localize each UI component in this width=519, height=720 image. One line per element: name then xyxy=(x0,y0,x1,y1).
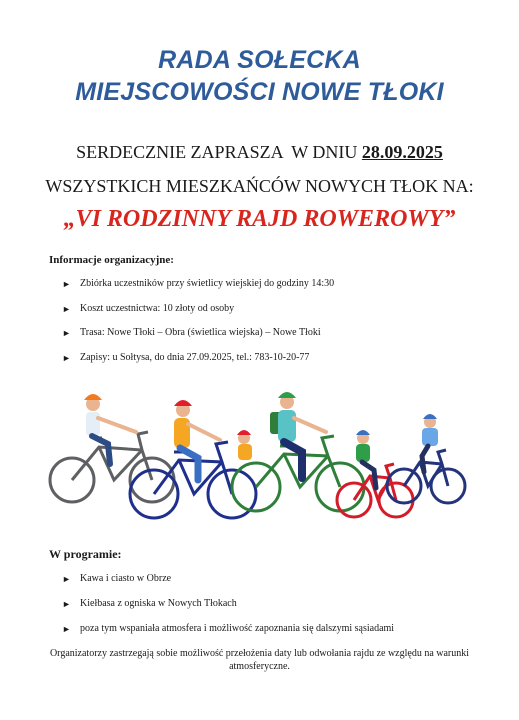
info-item-text: Trasa: Nowe Tłoki – Obra (świetlica wiejska) – Nowe Tłoki xyxy=(80,327,321,338)
info-item-text: Zbiórka uczestników przy świetlicy wiejskiej do godziny 14:30 xyxy=(80,278,335,289)
program-item-text: Kiełbasa z ogniska w Nowych Tłokach xyxy=(80,598,237,609)
program-list xyxy=(60,572,394,647)
program-item-text: Kawa i ciasto w Obrze xyxy=(80,573,172,584)
invite-line-1 xyxy=(0,142,519,163)
list-item xyxy=(60,302,334,327)
bullet-icon: ► xyxy=(62,624,71,634)
event-title: „VI RODZINNY RAJD ROWEROWY” xyxy=(63,206,456,232)
list-item xyxy=(60,277,334,302)
list-item xyxy=(60,622,394,647)
navy-bike xyxy=(387,450,465,503)
rider-man-green xyxy=(270,392,326,478)
program-item-text: poza tym wspaniała atmosfera i możliwość zapoznania się dalszymi sąsiadami xyxy=(80,623,395,634)
list-item xyxy=(60,351,334,376)
event-date: 28.09.2025 xyxy=(361,142,443,162)
organizers-note: Organizatorzy zastrzegają sobie możliwość przełożenia daty lub odwołania rajdu ze względu na warunki atmosferyczne. xyxy=(49,648,470,672)
info-heading: Informacje organizacyjne: xyxy=(49,254,174,266)
list-item xyxy=(60,572,394,597)
bullet-icon: ► xyxy=(62,328,71,338)
list-item xyxy=(60,326,334,351)
info-item-text: Zapisy: u Sołtysa, do dnia 27.09.2025, tel.: 783-10-20-77 xyxy=(80,351,310,363)
header-line-2: MIEJSCOWOŚCI NOWE TŁOKI xyxy=(75,78,444,106)
info-item-text: Koszt uczestnictwa: 10 złoty od osoby xyxy=(80,302,235,314)
bullet-icon: ► xyxy=(62,303,71,314)
rider-child-seat xyxy=(237,430,252,460)
family-cyclists-illustration xyxy=(44,382,474,527)
bullet-icon: ► xyxy=(62,574,71,584)
header-line-1: RADA SOŁECKA xyxy=(158,46,361,74)
info-list xyxy=(60,277,334,375)
bullet-icon: ► xyxy=(62,599,71,609)
bullet-icon: ► xyxy=(62,279,71,289)
invite-prefix: SERDECZNIE ZAPRASZA W DNIU xyxy=(76,142,362,162)
bullet-icon: ► xyxy=(62,352,71,363)
program-heading: W programie: xyxy=(49,547,122,561)
list-item xyxy=(60,597,394,622)
invite-line-2: WSZYSTKICH MIESZKAŃCÓW NOWYCH TŁOK NA: xyxy=(45,176,474,196)
